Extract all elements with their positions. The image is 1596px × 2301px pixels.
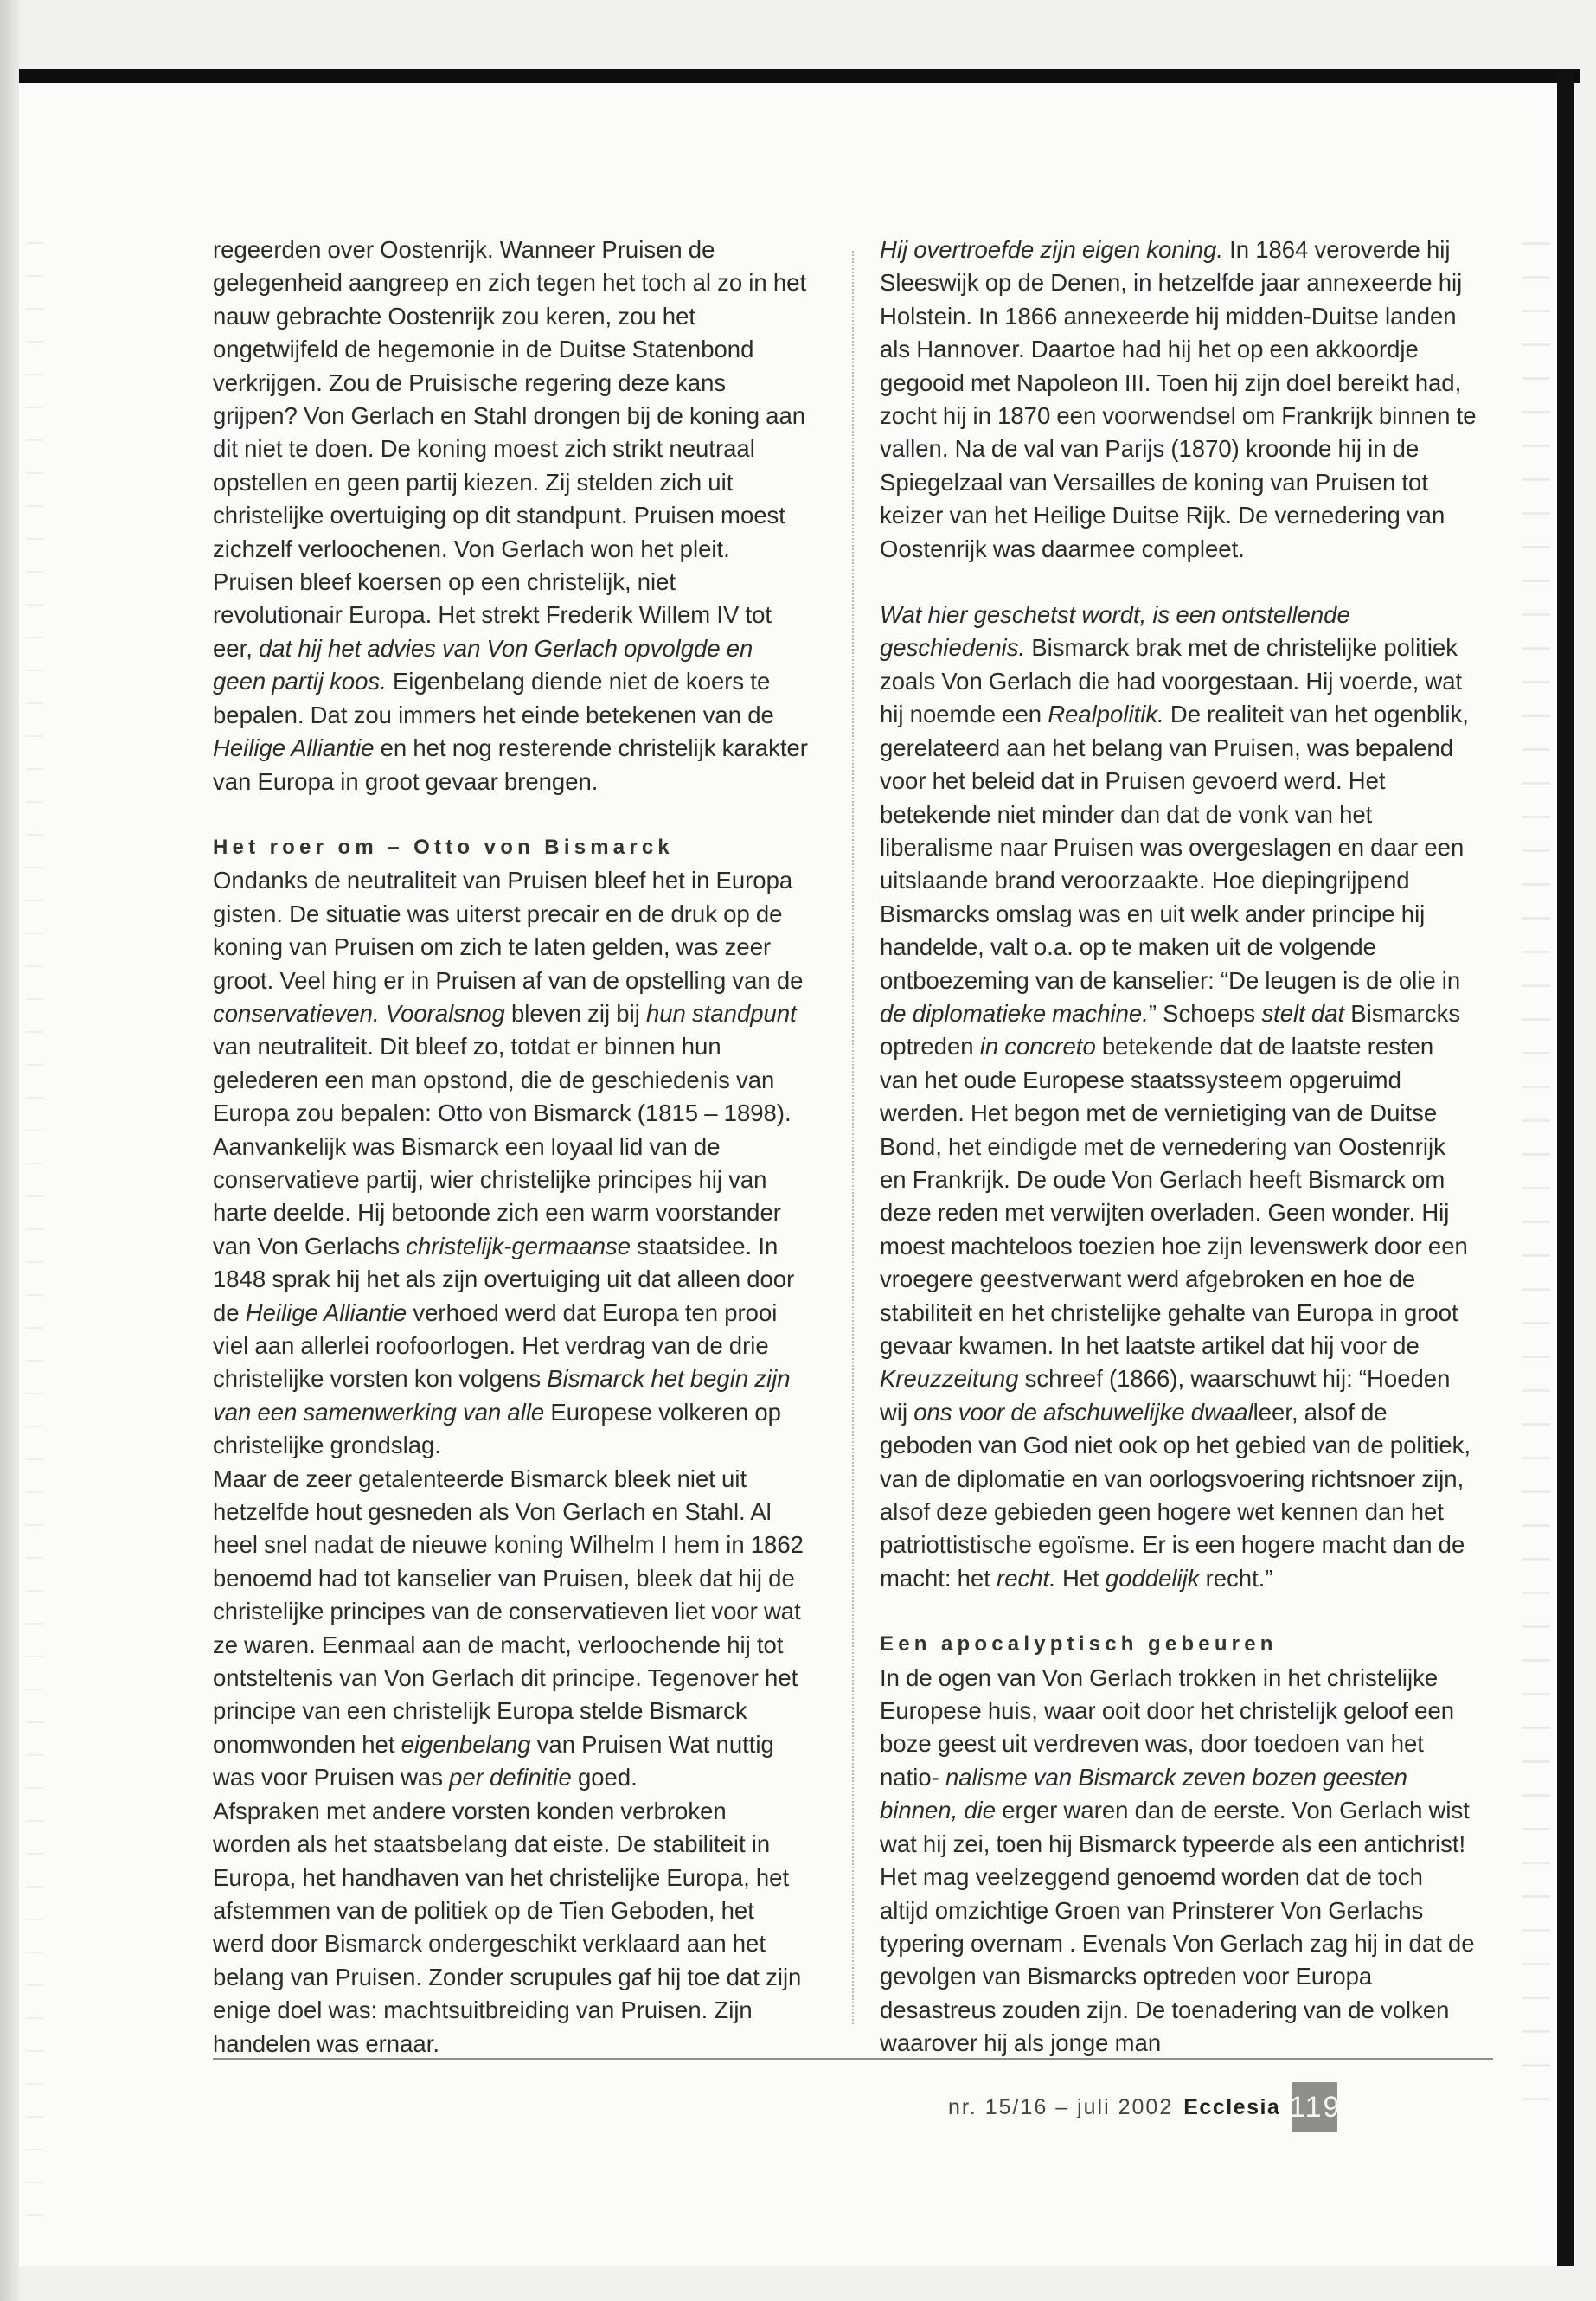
text-run: Bismarcks optreden bbox=[880, 999, 1461, 1061]
text-run: bleven zij bij bbox=[511, 999, 640, 1027]
text-run: In de ogen van Von Gerlach trokken in het christelijke Europese huis, waar ooit door het christelijk geloof een boze geest uit verdreven was, door toedoen van het natio- bbox=[880, 1663, 1455, 1791]
text-run: Ondanks de neutraliteit van Pruisen bleef het in Europa gisten. De situatie was uiterst precair en de druk op de koning van Pruisen om zich te laten gelden, was zeer groot. Veel hing er in Pruisen af van de opstelling van de bbox=[213, 867, 804, 994]
italic-run: Heilige Alliantie bbox=[213, 734, 375, 762]
paragraph bbox=[213, 1463, 810, 1795]
text-run: van Pruisen Wat nuttig was voor Pruisen was bbox=[213, 1730, 774, 1791]
text-run: regeerden over Oostenrijk. Wanneer Pruisen de gelegenheid aangreep en zich tegen het toch al zo in het nauw gebrachte Oostenrijk zou keren, zou het ongetwijfeld de hegemonie in de Duitse Statenbond verkrijgen. Zou de Pruisische regering deze kans grijpen? Von Gerlach en Stahl drongen bij de koning aan dit niet te doen. De koning moest zich strikt neutraal opstellen en geen partij kiezen. Zij stelden zich uit christelijke overtuiging op dit standpunt. Pruisen moest zichzelf verloochenen. Von Gerlach won het pleit. Pruisen bleef koersen op een christelijk, niet revolutionair Europa. Het strekt Frederik Willem IV tot eer, bbox=[213, 236, 807, 662]
show-through-right bbox=[1522, 242, 1550, 2128]
paragraph bbox=[213, 234, 810, 798]
italic-run: recht. bbox=[997, 1564, 1056, 1592]
issue-label: nr. 15/16 – juli 2002 bbox=[948, 2094, 1174, 2119]
italic-run: Realpolitik. bbox=[1048, 701, 1164, 728]
text-run: De realiteit van het ogenblik, gerelateerd aan het belang van Pruisen, was bepalend voor het beleid dat in Pruisen gevoerd werd. Het betekende niet minder dan dat de vonk van het liberalisme naar Pruisen was overgeslagen en daar een uitslaande brand veroorzaakte. Hoe diepingrijpend Bismarcks omslag was en uit welk ander principe hij handelde, valt o.a. op te maken uit de volgende ontboezeming van de kanselier: “De leugen is de olie in bbox=[880, 701, 1469, 994]
magazine-name: Ecclesia bbox=[1183, 2094, 1281, 2119]
italic-run: in concreto bbox=[979, 1033, 1096, 1061]
italic-run: conservatieven. Vooralsnog bbox=[213, 999, 505, 1027]
italic-run: nalisme van Bismarck zeven bozen geesten binnen, die bbox=[880, 1763, 1407, 1824]
italic-run: goddelijk bbox=[1105, 1564, 1200, 1592]
italic-run: Heilige Alliantie bbox=[245, 1298, 407, 1326]
italic-run: stelt dat bbox=[1261, 999, 1345, 1027]
paragraph bbox=[213, 1795, 810, 2061]
text-run: goed. bbox=[577, 1764, 638, 1791]
section-heading: Een apocalyptisch gebeuren bbox=[880, 1632, 1278, 1657]
text-run: Maar de zeer getalenteerde Bismarck bleek niet uit hetzelfde hout gesneden als Von Gerlach en Stahl. Al heel snel nadat de nieuwe koning Wilhelm I hem in 1862 benoemd had tot kanselier van Pruisen, bleek dat hij de christelijke principes van de conservatieven liet voor wat ze waren. Eenmaal aan de macht, verloochende hij tot ontsteltenis van Von Gerlach dit principe. Tegenover het principe van een christelijk Europa stelde Bismarck onomwonden het bbox=[213, 1465, 804, 1758]
text-run: erger waren dan de eerste. Von Gerlach wist wat hij zei, toen hij Bismarck typeerde als een antichrist! Het mag veelzeggend genoemd worden dat de toch altijd omzichtige Groen van Prinsterer Von Gerlachs typering overnam . Evenals Von Gerlach zag hij in dat de gevolgen van Bismarcks optreden voor Europa desastreus zouden zijn. De toenadering van de volken waarover hij als jonge man bbox=[880, 1797, 1475, 2057]
page-number: 119 bbox=[1292, 2082, 1337, 2132]
italic-run: Bismarck het begin zijn van een samenwerking van alle bbox=[213, 1365, 791, 1426]
column-divider bbox=[852, 251, 854, 2024]
text-run: en het nog resterende christelijk karakter van Europa in groot gevaar brengen. bbox=[213, 734, 808, 795]
italic-run: Kreuzzeitung bbox=[880, 1365, 1019, 1393]
text-run: Het bbox=[1061, 1564, 1099, 1592]
show-through-left bbox=[26, 242, 43, 2232]
italic-run: eigenbelang bbox=[401, 1730, 531, 1758]
text-run: ” Schoeps bbox=[1148, 999, 1256, 1027]
left-column bbox=[213, 234, 810, 2061]
paragraph bbox=[213, 864, 810, 1462]
text-run: In 1864 veroverde hij Sleeswijk op de Denen, in hetzelfde jaar annexeerde hij Holstein. In 1866 annexeerde hij midden-Duitse landen als Hannover. Daartoe had hij het op een akkoordje gegooid met Napoleon III. Toen hij zijn doel bereikt had, zocht hij in 1870 een voorwendsel om Frankrijk binnen te vallen. Na de val van Parijs (1870) kroonde hij in de Spiegelzaal van Versailles de koning van Pruisen tot keizer van het Heilige Duitse Rijk. De vernedering van Oostenrijk was daarmee compleet. bbox=[880, 236, 1477, 562]
footer-rule bbox=[213, 2058, 1493, 2060]
paragraph bbox=[880, 599, 1477, 1595]
text-run: Bismarck brak met de christelijke politiek zoals Von Gerlach die had voorgestaan. Hij voerde, wat hij noemde een bbox=[880, 634, 1463, 728]
text-run: leer, alsof de geboden van God niet ook op het gebied van de politiek, van de diplomatie en van oorlogsvoering richtsnoer zijn, alsof deze gebieden geen hogere wet kennen dan het patriottistische egoïsme. Er is een hogere macht dan de macht: het bbox=[880, 1398, 1471, 1592]
page-footer bbox=[948, 2081, 1342, 2133]
page-top-shadow bbox=[19, 69, 1580, 83]
page-right-shadow bbox=[1557, 69, 1574, 2266]
text-run: staatsidee. In 1848 sprak hij het als zijn overtuiging uit dat alleen door de bbox=[213, 1232, 795, 1326]
italic-run: de diplomatieke machine. bbox=[880, 999, 1149, 1027]
right-column bbox=[880, 234, 1477, 2061]
italic-run: ons voor de afschuwelijke dwaal bbox=[913, 1398, 1253, 1426]
italic-run: per definitie bbox=[449, 1764, 572, 1791]
text-run: Europese volkeren op christelijke grondslag. bbox=[213, 1398, 781, 1459]
text-run: Afspraken met andere vorsten konden verbroken worden als het staatsbelang dat eiste. De stabiliteit in Europa, het handhaven van het christelijke Europa, het afstemmen van de politiek op de Tien Geboden, het werd door Bismarck ondergeschikt verklaard aan het belang van Pruisen. Zonder scrupules gaf hij toe dat zijn enige doel was: machtsuitbreiding van Pruisen. Zijn handelen was ernaar. bbox=[213, 1797, 802, 2057]
italic-run: Wat hier geschetst wordt, is een ontstellende geschiedenis. bbox=[880, 601, 1350, 662]
paragraph bbox=[880, 234, 1477, 566]
italic-run: hun standpunt bbox=[645, 999, 797, 1027]
text-run: verhoed werd dat Europa ten prooi viel aan allerlei roofoorlogen. Het verdrag van de drie christelijke vorsten kon volgens bbox=[213, 1298, 778, 1393]
italic-run: dat hij het advies van Von Gerlach opvolgde en geen partij koos. bbox=[213, 634, 753, 695]
scan-left-edge bbox=[0, 0, 19, 2301]
italic-run: christelijk-germaanse bbox=[406, 1232, 631, 1259]
paragraph bbox=[880, 1662, 1477, 2061]
text-run: schreef (1866), waarschuwt hij: “Hoeden wij bbox=[880, 1365, 1451, 1426]
section-heading: Het roer om – Otto von Bismarck bbox=[213, 835, 674, 859]
italic-run: Hij overtroefde zijn eigen koning. bbox=[880, 236, 1223, 263]
text-run: recht.” bbox=[1205, 1564, 1273, 1592]
text-run: betekende dat de laatste resten van het oude Europese staatssysteem opgeruimd werden. Het begon met de vernietiging van de Duitse Bond, het eindigde met de vernedering van Oostenrijk en Frankrijk. De oude Von Gerlach heeft Bismarck om deze reden met verwijten overladen. Geen wonder. Hij moest machteloos toezien hoe zijn levenswerk door een vroegere geestverwant werd afgebroken en hoe de stabiliteit en het christelijke gehalte van Europa in groot gevaar kwamen. In het laatste artikel dat hij voor de bbox=[880, 1033, 1468, 1359]
text-run: Eigenbelang diende niet de koers te bepalen. Dat zou immers het einde betekenen van de bbox=[213, 668, 774, 728]
text-run: van neutraliteit. Dit bleef zo, totdat er binnen hun gelederen een man opstond, die de geschiedenis van Europa zou bepalen: Otto von Bismarck (1815 – 1898). Aanvankelijk was Bismarck een loyaal lid van de conservatieve partij, wier christelijke principes hij van harte deelde. Hij betoonde zich een warm voorstander van Von Gerlachs bbox=[213, 1033, 792, 1259]
